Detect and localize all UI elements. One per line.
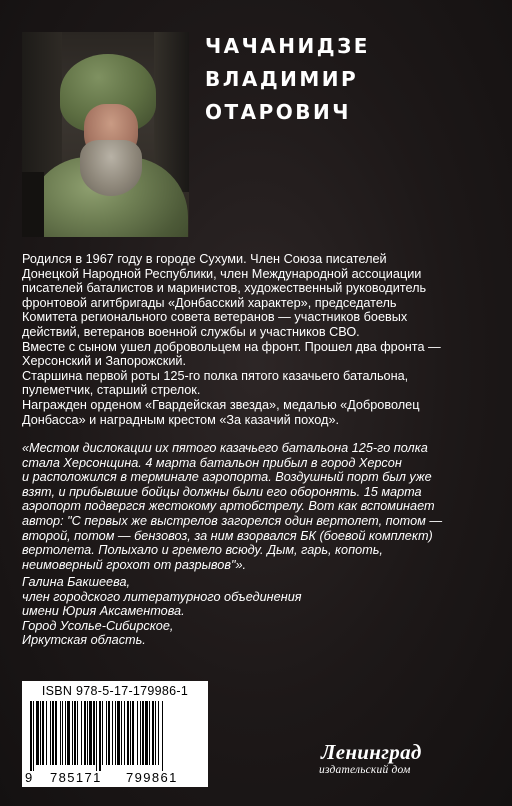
- author-patronymic: ОТАРОВИЧ: [205, 100, 351, 124]
- isbn-number: ISBN 978-5-17-179986-1: [41, 684, 189, 698]
- bio-line: Старшина первой роты 125-го полка пятого казачьего батальона,: [22, 368, 409, 383]
- beard: [80, 140, 142, 196]
- barcode-digits-left: 785171: [50, 770, 102, 785]
- quote-line: и расположился в терминале аэропорта. Воздушный порт был уже: [22, 470, 432, 485]
- barcode-digit-first: 9: [25, 770, 33, 785]
- quote-line: взят, и прибывшие бойцы должны были его оборонять. 15 марта: [22, 484, 422, 499]
- review-quote: [22, 441, 492, 572]
- barcode-digits-right: 799861: [126, 770, 178, 785]
- bio-line: Вместе с сыном ушел добровольцем на фронт. Прошел два фронта —: [22, 339, 441, 354]
- bio-line: Награжден орденом «Гвардейская звезда», медалью «Доброволец: [22, 397, 420, 412]
- bio-line: Донбасса» и наградным крестом «За казачий поход».: [22, 412, 340, 427]
- quote-line: «Местом дислокации их пятого казачьего батальона 125-го полка: [22, 441, 428, 455]
- reviewer-role: имени Юрия Аксаментова.: [22, 604, 185, 619]
- quote-line: второй, потом — бензовоз, за ним взорвался БК (боевой комплект): [22, 528, 433, 543]
- reviewer-city: Город Усолье-Сибирское,: [22, 618, 174, 633]
- bio-line: фронтовой агитбригады «Донбасский характер», председатель: [22, 295, 397, 310]
- bio-line: пулеметчик, старший стрелок.: [22, 383, 201, 398]
- author-biography: [22, 252, 492, 427]
- bio-line: Херсонский и Запорожский.: [22, 354, 187, 369]
- bio-line: действий, ветеранов военной службы и участников СВО.: [22, 324, 360, 339]
- reviewer-region: Иркутская область.: [22, 633, 146, 648]
- author-photo: [22, 32, 189, 237]
- isbn-barcode: [22, 681, 208, 787]
- publisher-logo: [317, 740, 452, 788]
- author-first-name: ВЛАДИМИР: [205, 67, 359, 91]
- barcode-bars: [28, 701, 202, 771]
- reviewer-name: Галина Бакшеева,: [22, 575, 131, 589]
- quote-line: аэропорт подвергся жестокому артобстрелу. Вот как вспоминает: [22, 499, 435, 514]
- bio-line: писателей баталистов и маринистов, художественный руководитель: [22, 281, 427, 296]
- bio-line: Родился в 1967 году в городе Сухуми. Член Союза писателей: [22, 252, 387, 266]
- author-name: [205, 30, 495, 129]
- publisher-subtitle: издательский дом: [319, 764, 411, 776]
- quote-line: вертолета. Полыхало и гремело всюду. Дым, гарь, копоть,: [22, 543, 383, 558]
- review-signature: [22, 575, 372, 648]
- publisher-name: Ленинград: [321, 740, 422, 764]
- bio-line: Комитета регионального совета ветеранов — участников боевых: [22, 310, 408, 325]
- author-surname: ЧАЧАНИДЗЕ: [205, 34, 370, 58]
- quote-line: стала Херсонщина. 4 марта батальон прибыл в город Херсон: [22, 455, 402, 470]
- bio-line: Донецкой Народной Республики, член Международной ассоциации: [22, 266, 422, 281]
- quote-line: неимоверный грохот от разрывов"».: [22, 557, 247, 572]
- quote-line: автор: "С первых же выстрелов загорелся один вертолет, потом —: [22, 513, 443, 528]
- reviewer-role: член городского литературного объединения: [22, 589, 302, 604]
